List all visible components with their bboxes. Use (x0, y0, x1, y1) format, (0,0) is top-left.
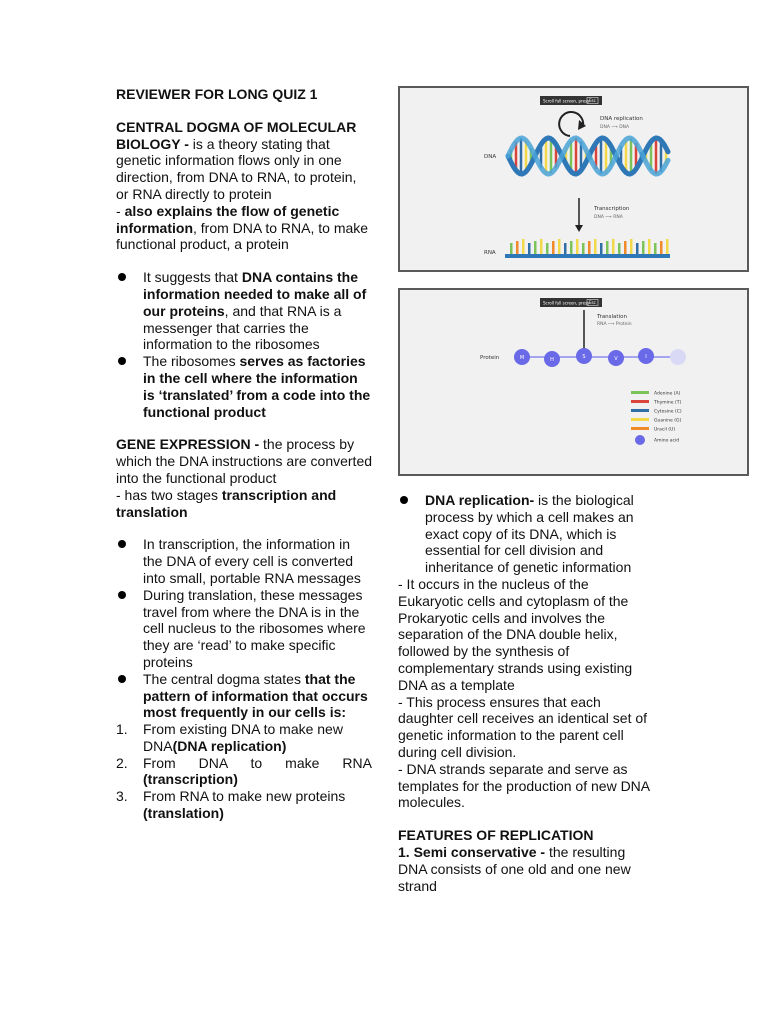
central-dogma-paragraph (116, 119, 372, 203)
central-dogma-also (116, 203, 372, 253)
rna-base (540, 239, 543, 255)
numbered-item-3 (116, 788, 372, 822)
amino-acid-label: I (645, 354, 647, 360)
rna-label: RNA (484, 250, 496, 256)
banner-text: Scroll full screen, press (543, 300, 590, 306)
legend-label: Adenine (A) (654, 391, 681, 397)
legend-amino-acid-swatch (635, 435, 645, 445)
item-number: 3. (116, 788, 128, 805)
features-heading: FEATURES OF REPLICATION (398, 827, 594, 844)
gene-expression-heading: GENE EXPRESSION - (116, 436, 260, 453)
replication-ensures: - This process ensures that each daughter cell receives an identical set of genetic information to the parent cell during cell division. (398, 693, 648, 760)
bullet-text: It suggests that (143, 269, 242, 286)
rna-base (618, 243, 621, 255)
translation-diagram (400, 290, 747, 474)
amino-acid-label: S (582, 354, 586, 360)
central-dogma-definition: is a theory stating that genetic information flows only in one direction, from DNA to RNA, to protein, or RNA directly to protein (116, 135, 357, 202)
rna-base (660, 241, 663, 255)
rna-base (570, 241, 573, 255)
bullet-text-rest: , and that RNA is a messenger that carries the information to the ribosomes (143, 302, 342, 353)
fading-amino-acid (670, 349, 686, 365)
rna-base (576, 239, 579, 255)
amino-acid-label: H (550, 357, 554, 363)
replication-definition: is the biological process by which a cell makes an exact copy of its DNA, which is essential for cell division and inheritance of genetic information (425, 492, 634, 576)
rna-base (630, 239, 633, 255)
banner-text: Scroll full screen, press (543, 98, 590, 104)
translation-label: Translation (597, 314, 627, 320)
numbered-item-2 (116, 755, 372, 789)
bullet-dna-replication (398, 492, 654, 576)
legend-swatch-guanine (631, 418, 649, 421)
bullet-bold: DNA contains the information needed to make all of our proteins (143, 269, 367, 319)
rna-base (600, 243, 603, 255)
also-bold: also explains the flow of genetic information (116, 202, 340, 236)
replication-location: - It occurs in the nucleus of the Eukaryotic cells and cytoplasm of the Prokaryotic cells and involves the separation of the DNA double helix, followed by the synthesis of complementary strands using existing DNA as a template (398, 575, 633, 693)
legend-label: Guanine (G) (654, 418, 682, 424)
bullet-text: The ribosomes (143, 353, 240, 370)
bullet-translation: During translation, these messages travel from where the DNA is in the cell nucleus to the ribosomes where they are ‘read’ to make specific proteins (116, 587, 372, 671)
replication-templates: - DNA strands separate and serve as templates for the production of new DNA molecules. (398, 760, 650, 811)
item-text: From DNA to make RNA (143, 754, 372, 771)
rna-base (558, 239, 561, 255)
esc-key-label: Esc (589, 98, 596, 103)
rna-base (624, 241, 627, 255)
item-text: From existing DNA to make new DNA (143, 721, 343, 754)
feature-bold: 1. Semi conservative - (398, 843, 546, 860)
replication-sub: DNA ⟶ DNA (600, 125, 630, 130)
rna-base (582, 243, 585, 255)
transcription-sub: DNA ⟶ RNA (594, 215, 623, 220)
rna-base (528, 243, 531, 255)
feature-semi-conservative (398, 844, 654, 894)
dna-diagram (400, 88, 747, 270)
dna-label: DNA (484, 154, 497, 160)
legend-swatch-cytosine (631, 409, 649, 412)
rna-base (516, 241, 519, 255)
bullet-central-dogma-pattern (116, 671, 372, 721)
esc-key-label: Esc (589, 300, 596, 305)
rna-base (606, 241, 609, 255)
transcription-arrow-head (575, 225, 583, 232)
gene-expression-paragraph (116, 436, 372, 486)
bullet-ribosomes (116, 353, 372, 420)
legend-label: Uracil (U) (654, 427, 676, 433)
translation-sub: RNA ⟶ Protein (597, 322, 632, 327)
legend-label: Amino acid (654, 438, 680, 444)
rna-base (612, 239, 615, 255)
transcription-label: Transcription (594, 206, 630, 212)
rna-base (636, 243, 639, 255)
item-text: From RNA to make new proteins (143, 788, 346, 805)
rna-base (534, 241, 537, 255)
bullet-transcription: In transcription, the information in the DNA of every cell is converted into small, portable RNA messages (116, 536, 372, 586)
rna-base (564, 243, 567, 255)
bullet-dna-contains (116, 269, 372, 353)
figure-dna-replication (398, 86, 749, 272)
central-dogma-heading: CENTRAL DOGMA OF MOLECULAR BIOLOGY - (116, 118, 357, 152)
also-prefix: - (116, 202, 125, 219)
amino-acid-label: M (519, 355, 525, 361)
bullet-text: The central dogma states (143, 670, 305, 687)
item-number: 2. (116, 754, 128, 771)
rna-base (648, 239, 651, 255)
rna-base (522, 239, 525, 255)
legend-swatch-thymine (631, 400, 649, 403)
legend-swatch-adenine (631, 391, 649, 394)
numbered-item-1 (116, 721, 372, 755)
item-bold: (DNA replication) (172, 737, 287, 754)
rna-base (552, 241, 555, 255)
stages-text: - has two stages (116, 486, 222, 503)
legend-label: Thymine (T) (654, 400, 682, 406)
rna-base (510, 243, 513, 255)
bullet-bold: serves as factories in the cell where the information is ‘translated’ from a code into the functional product (143, 353, 371, 420)
protein-label: Protein (480, 355, 500, 361)
rna-base (642, 241, 645, 255)
base-legend (631, 391, 682, 446)
right-column (398, 492, 654, 894)
also-rest: , from DNA to RNA, to make functional product, a protein (116, 219, 369, 253)
item-bold: (transcription) (143, 771, 238, 788)
rna-base (546, 243, 549, 255)
rna-base (588, 241, 591, 255)
amino-acid-label: V (614, 356, 618, 362)
document-title: REVIEWER FOR LONG QUIZ 1 (116, 86, 318, 102)
item-number: 1. (116, 721, 128, 738)
rna-bases (510, 239, 669, 255)
bullet-bold: that the pattern of information that occurs most frequently in our cells is: (143, 670, 368, 721)
gene-expression-definition: the process by which the DNA instructions are converted into the functional product (116, 436, 373, 486)
legend-swatch-uracil (631, 427, 649, 430)
replication-bold: DNA replication- (425, 492, 535, 508)
feature-text: the resulting DNA consists of one old and one new strand (398, 843, 631, 894)
rna-base (666, 239, 669, 255)
replication-label: DNA replication (600, 116, 643, 122)
stages-bold: transcription and translation (116, 486, 337, 520)
rna-base (594, 239, 597, 255)
left-column (116, 86, 372, 822)
figure-translation (398, 288, 749, 476)
item-bold: (translation) (143, 805, 224, 822)
legend-label: Cytosine (C) (654, 409, 682, 415)
gene-expression-stages (116, 487, 372, 521)
rna-base (654, 243, 657, 255)
